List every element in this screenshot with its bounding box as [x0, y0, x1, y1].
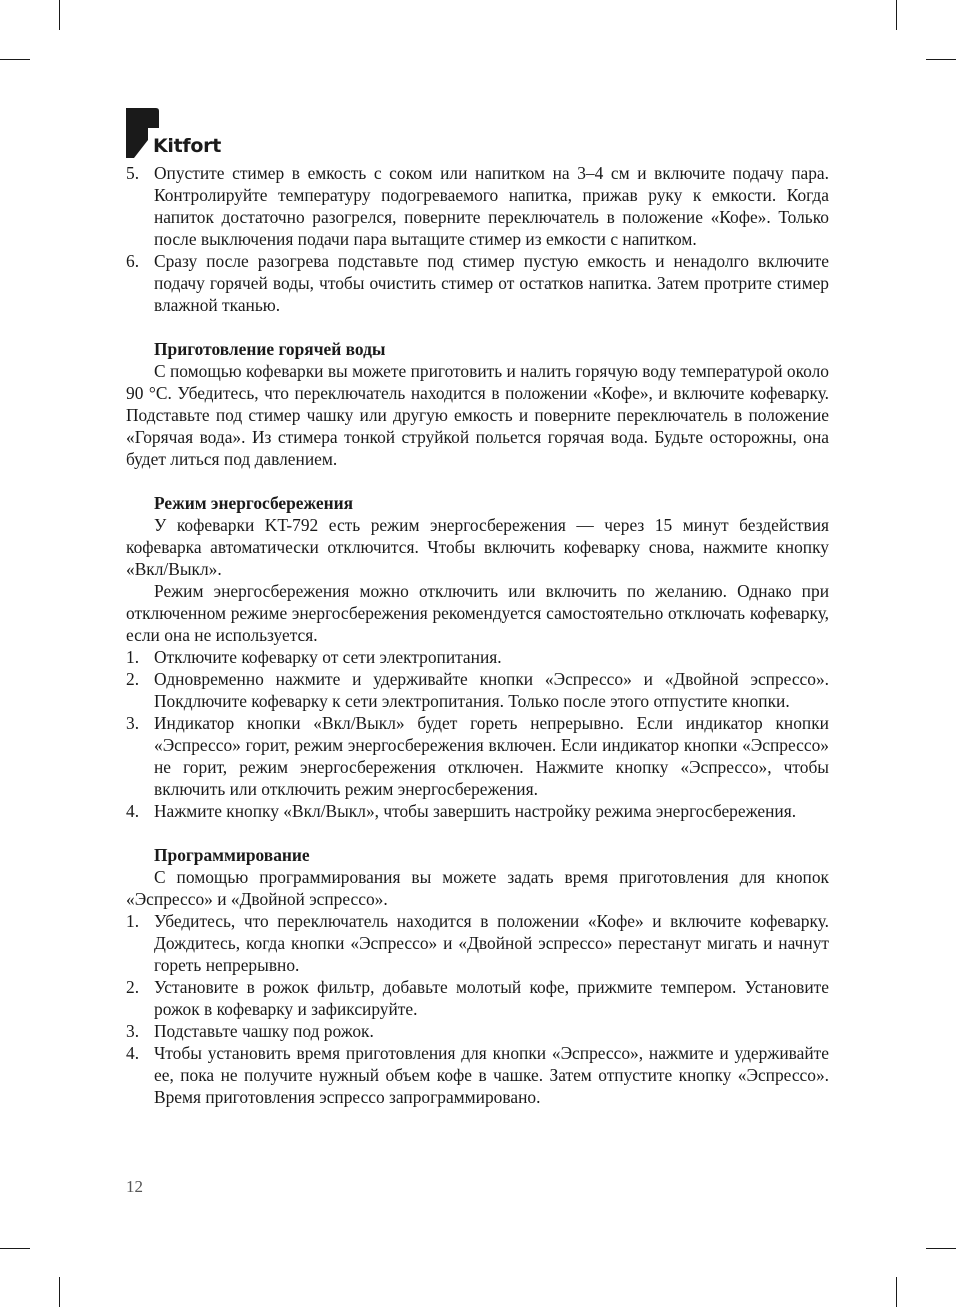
list-text: Сразу после разогрева подставьте под стимер пустую емкость и ненадолго включите подачу горячей воды, чтобы очистить стимер от остатков напитка. Затем протрите стимер влажной тканью. [154, 251, 829, 315]
list-item [126, 910, 829, 976]
crop-mark-left-bottom [0, 1248, 30, 1249]
hot-water-paragraph: С помощью кофеварки вы можете приготовить и налить горячую воду температурой около 90 °С. Убедитесь, что переключатель находится в положении «Кофе», и включите кофеварку. Подставьте под стимер чашку или другую емкость и поверните переключатель в положение «Горячая вода». Из стимера тонкой струйкой польется горячая вода. Будьте осторожны, она будет литься под давлением. [126, 361, 829, 469]
energy-saving-paragraph-2: Режим энергосбережения можно отключить или включить по желанию. Однако при отключенном режиме энергосбережения рекомендуется самостоятельно отключать кофеварку, если она не используется. [126, 581, 829, 645]
list-item [126, 1020, 829, 1042]
list-item [126, 1042, 829, 1108]
list-item [126, 668, 829, 712]
list-number: 5. [126, 163, 140, 183]
kitfort-logo [126, 106, 226, 158]
brand-name: Kitfort [153, 135, 221, 157]
list-number: 3. [126, 713, 140, 733]
document-body [126, 162, 829, 1108]
list-item [126, 976, 829, 1020]
list-text: Опустите стимер в емкость с соком или напитком на 3–4 см и включите подачу пара. Контролируйте температуру подогреваемого напитка, прижав руку к емкости. Когда напиток достаточно разогрелся, поверните переключатель в положение «Кофе». Только после выключения подачи пара вытащите стимер из емкости с напитком. [154, 163, 829, 249]
list-item [126, 646, 829, 668]
crop-mark-left-top [0, 59, 30, 60]
list-number: 4. [126, 801, 140, 821]
list-item [126, 800, 829, 822]
crop-mark-bottom-left [59, 1277, 60, 1307]
section-heading-energy-saving: Режим энергосбережения [154, 493, 354, 513]
energy-saving-paragraph-1: У кофеварки KT-792 есть режим энергосбережения — через 15 минут бездействия кофеварка автоматически отключится. Чтобы включить кофеварку снова, нажмите кнопку «Вкл/Выкл». [126, 515, 829, 579]
crop-mark-right-bottom [926, 1248, 956, 1249]
list-item [126, 250, 829, 316]
list-number: 6. [126, 251, 140, 271]
list-text: Отключите кофеварку от сети электропитания. [154, 647, 502, 667]
list-text: Убедитесь, что переключатель находится в положении «Кофе» и включите кофеварку. Дождитесь, когда кнопки «Эспрессо» и «Двойной эспрессо» перестанут мигать и начнут гореть непрерывно. [154, 911, 829, 975]
crop-mark-top-left [59, 0, 60, 30]
list-number: 3. [126, 1021, 140, 1041]
list-number: 4. [126, 1043, 140, 1063]
list-item [126, 712, 829, 800]
section-heading-programming: Программирование [154, 845, 310, 865]
list-text: Чтобы установить время приготовления для кнопки «Эспрессо», нажмите и удерживайте ее, пока не получите нужный объем кофе в чашке. Затем отпустите кнопку «Эспрессо». Время приготовления эспрессо запрограммировано. [154, 1043, 829, 1107]
list-number: 2. [126, 669, 140, 689]
list-number: 2. [126, 977, 140, 997]
list-number: 1. [126, 647, 140, 667]
list-text: Одновременно нажмите и удерживайте кнопки «Эспрессо» и «Двойной эспрессо». Покдлючите кофеварку к сети электропитания. Только после этого отпустите кнопки. [154, 669, 829, 711]
page-number: 12 [126, 1177, 143, 1196]
list-text: Нажмите кнопку «Вкл/Выкл», чтобы завершить настройку режима энергосбережения. [154, 801, 797, 821]
section-heading-hot-water: Приготовление горячей воды [154, 339, 386, 359]
crop-mark-right-top [926, 59, 956, 60]
list-number: 1. [126, 911, 140, 931]
crop-mark-top-right [896, 0, 897, 30]
crop-mark-bottom-right [896, 1277, 897, 1307]
programming-paragraph: С помощью программирования вы можете задать время приготовления для кнопок «Эспрессо» и «Двойной эспрессо». [126, 867, 829, 909]
list-item [126, 162, 829, 250]
list-text: Установите в рожок фильтр, добавьте молотый кофе, прижмите темпером. Установите рожок в кофеварку и зафиксируйте. [154, 977, 829, 1019]
list-text: Подставьте чашку под рожок. [154, 1021, 374, 1041]
list-text: Индикатор кнопки «Вкл/Выкл» будет гореть непрерывно. Если индикатор кнопки «Эспрессо» горит, режим энергосбережения включен. Если индикатор кнопки «Эспрессо» не горит, режим энергосбережения отключен. Нажмите кнопку «Эспрессо», чтобы включить или отключить режим энергосбережения. [154, 713, 829, 799]
